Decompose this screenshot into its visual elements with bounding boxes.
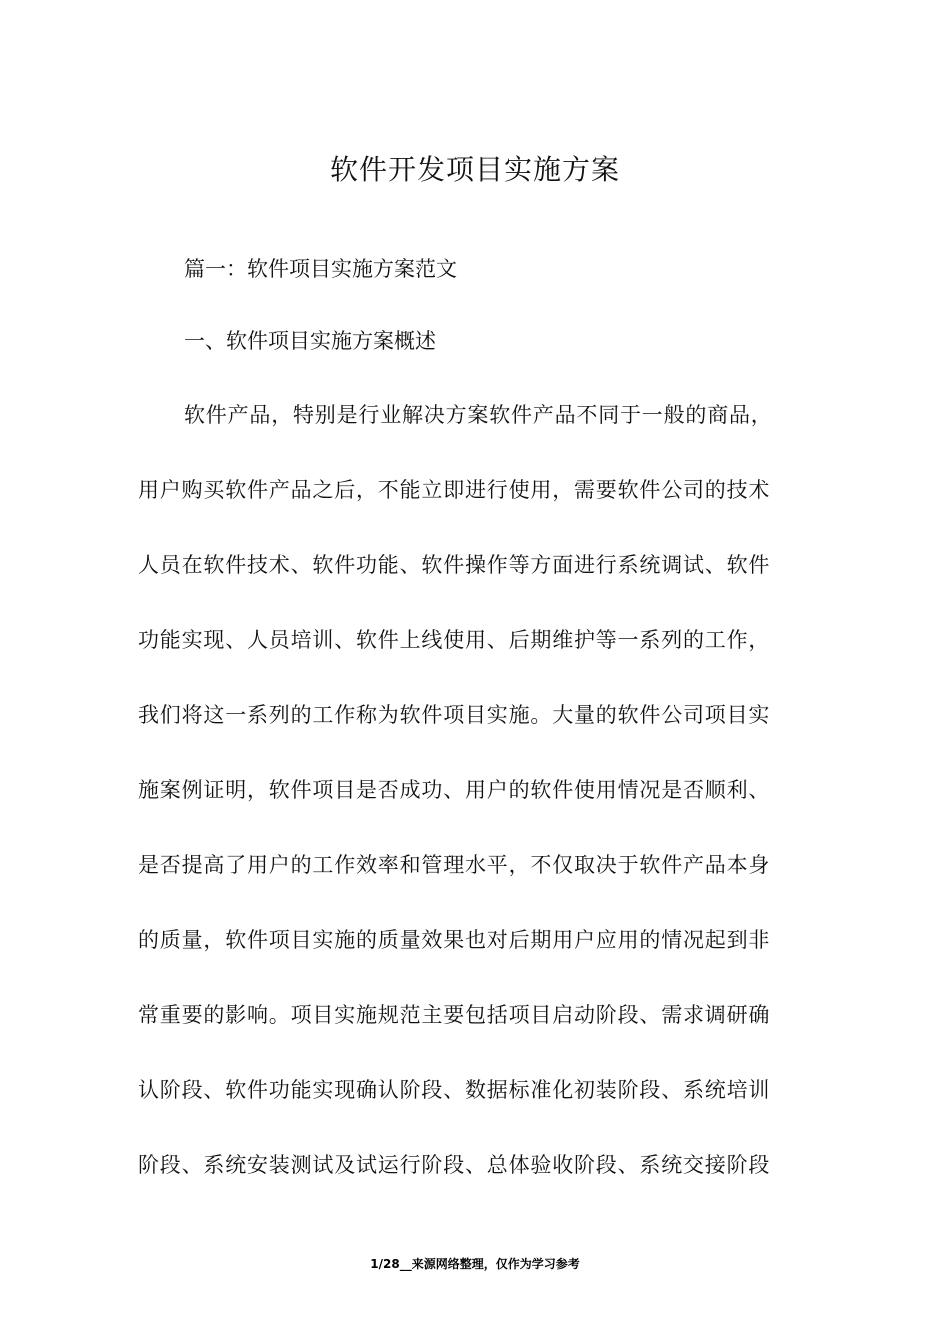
subsection-heading: 一、软件项目实施方案概述 — [184, 329, 436, 353]
paragraph-line: 阶段、系统安装测试及试运行阶段、总体验收阶段、系统交接阶段 — [138, 1153, 771, 1177]
paragraph-line: 施案例证明，软件项目是否成功、用户的软件使用情况是否顺利、 — [138, 778, 771, 802]
paragraph-line: 认阶段、软件功能实现确认阶段、数据标准化初装阶段、系统培训 — [138, 1078, 771, 1102]
paragraph-line: 软件产品，特别是行业解决方案软件产品不同于一般的商品， — [184, 403, 773, 427]
paragraph-line: 用户购买软件产品之后，不能立即进行使用，需要软件公司的技术 — [138, 478, 771, 502]
paragraph-line: 功能实现、人员培训、软件上线使用、后期维护等一系列的工作， — [138, 628, 771, 652]
section-heading: 篇一：软件项目实施方案范文 — [184, 257, 457, 281]
paragraph-line: 常重要的影响。项目实施规范主要包括项目启动阶段、需求调研确 — [138, 1003, 771, 1027]
paragraph-line: 是否提高了用户的工作效率和管理水平，不仅取决于软件产品本身 — [138, 853, 771, 877]
document-title: 软件开发项目实施方案 — [329, 153, 620, 186]
paragraph-line: 的质量，软件项目实施的质量效果也对后期用户应用的情况起到非 — [138, 928, 771, 952]
paragraph-line: 人员在软件技术、软件功能、软件操作等方面进行系统调试、软件 — [138, 553, 771, 577]
page-footer: 1/28__来源网络整理，仅作为学习参考 — [370, 1257, 580, 1271]
paragraph-line: 我们将这一系列的工作称为软件项目实施。大量的软件公司项目实 — [138, 703, 771, 727]
